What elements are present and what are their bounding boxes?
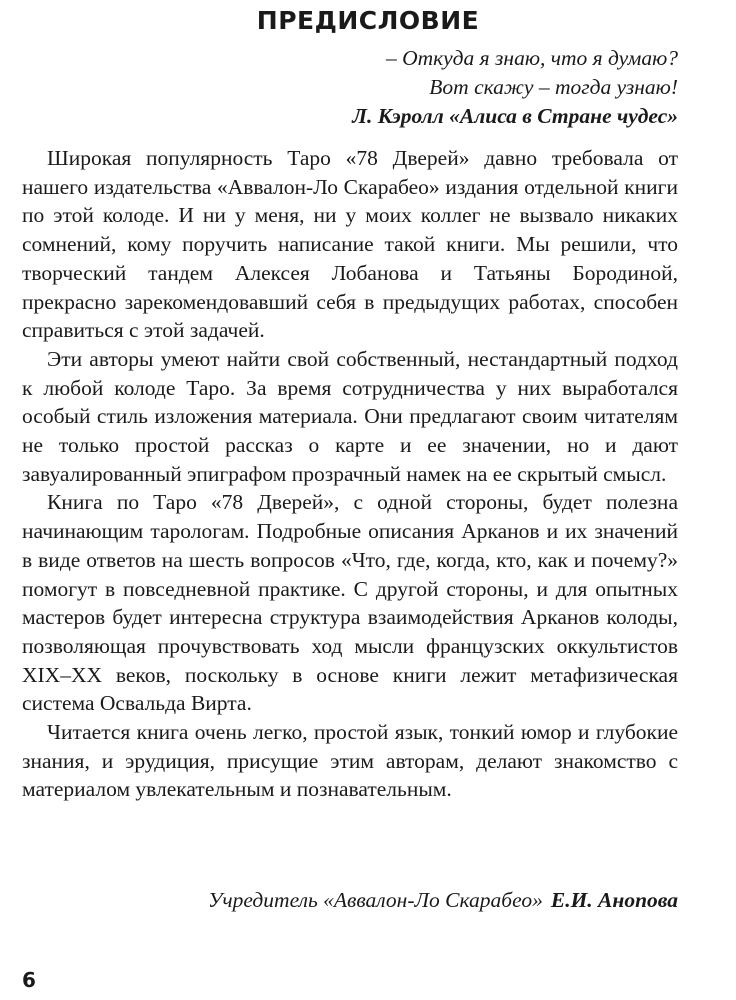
signature-role: Учредитель «Аввалон-Ло Скарабео» [207, 888, 543, 912]
paragraph-2: Эти авторы умеют найти свой собственный, нестандартный подход к любой колоде Таро. За время сотрудничества у них выработался особый стиль изложения материала. Они предлагают своим читателям не только простой рассказ о карте и ее значении, но и дают завуалированный эпиграфом прозрачный намек на ее скрытый смысл. [22, 346, 678, 486]
epigraph [78, 44, 678, 131]
epigraph-line-2: Вот скажу – тогда узнаю! [429, 75, 678, 99]
epigraph-source: Л. Кэролл «Алиса в Стране чудес» [352, 104, 678, 128]
page-number: 6 [22, 968, 36, 992]
signature-name: Е.И. Анопова [550, 888, 678, 912]
paragraph-4: Читается книга очень легко, простой язык, тонкий юмор и глубокие знания, и эрудиция, присущие этим авторам, делают знакомство с материалом увлекательным и познавательным. [22, 720, 678, 802]
paragraph-3: Книга по Таро «78 Дверей», с одной стороны, будет полезна начинающим тарологам. Подробные описания Арканов и их значений в виде ответов на шесть вопросов «Что, где, когда, кто, как и почему?» помогут в повседневной практике. С другой стороны, и для опытных мастеров будет интересна структура взаимодействия Арканов колоды, позволяющая прочувствовать ход мысли французских оккультистов XIX–XX веков, поскольку в основе книги лежит метафизическая система Освальда Вирта. [22, 490, 678, 716]
signature [38, 888, 678, 913]
page-title: ПРЕДИСЛОВИЕ [256, 6, 480, 35]
epigraph-line-1: – Откуда я знаю, что я думаю? [385, 46, 678, 70]
preface-body [22, 144, 678, 804]
paragraph-1: Широкая популярность Таро «78 Дверей» давно требовала от нашего издательства «Аввалон-Ло Скарабео» издания отдельной книги по этой колоде. И ни у меня, ни у моих коллег не вызвало никаких сомнений, кому поручить написание такой книги. Мы решили, что творческий тандем Алексея Лобанова и Татьяны Бородиной, прекрасно зарекомендовавший себя в предыдущих работах, способен справиться с этой задачей. [22, 146, 678, 343]
